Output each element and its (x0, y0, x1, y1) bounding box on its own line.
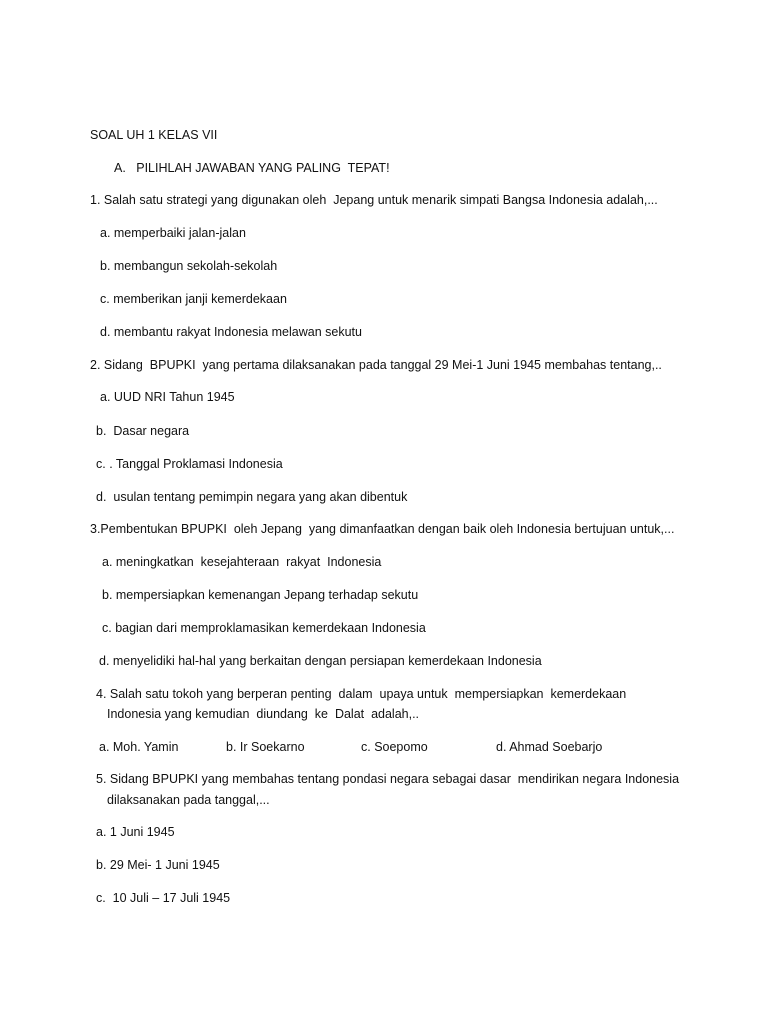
document-title: SOAL UH 1 KELAS VII (90, 128, 218, 142)
document-page (0, 56, 768, 905)
q4-option-b: b. Ir Soekarno (226, 740, 305, 754)
q1-option-b: b. membangun sekolah-sekolah (100, 259, 278, 273)
q5-option-b: b. 29 Mei- 1 Juni 1945 (96, 858, 220, 872)
q5-option-c: c. 10 Juli – 17 Juli 1945 (96, 891, 231, 905)
q2-option-c: c. . Tanggal Proklamasi Indonesia (96, 457, 283, 471)
q4-option-c: c. Soepomo (361, 740, 428, 754)
q1-option-c: c. memberikan janji kemerdekaan (100, 292, 287, 306)
q3-option-b: b. mempersiapkan kemenangan Jepang terhadap sekutu (102, 588, 419, 602)
section-heading: A. PILIHLAH JAWABAN YANG PALING TEPAT! (114, 161, 390, 175)
q2-option-b: b. Dasar negara (96, 424, 190, 438)
q1-option-d: d. membantu rakyat Indonesia melawan sekutu (100, 325, 362, 339)
question-4-line-1: 4. Salah satu tokoh yang berperan penting dalam upaya untuk mempersiapkan kemerdekaan (96, 687, 627, 701)
q1-option-a: a. memperbaiki jalan-jalan (100, 226, 246, 240)
question-4-line-2: Indonesia yang kemudian diundang ke Dalat adalah,.. (107, 707, 420, 721)
question-1: 1. Salah satu strategi yang digunakan oleh Jepang untuk menarik simpati Bangsa Indonesia adalah,... (90, 193, 658, 207)
q3-option-d: d. menyelidiki hal-hal yang berkaitan dengan persiapan kemerdekaan Indonesia (99, 654, 542, 668)
question-5-line-2: dilaksanakan pada tanggal,... (107, 793, 270, 807)
q2-option-a: a. UUD NRI Tahun 1945 (100, 390, 235, 404)
question-2: 2. Sidang BPUPKI yang pertama dilaksanakan pada tanggal 29 Mei-1 Juni 1945 membahas tentang,.. (90, 358, 662, 372)
q2-option-d: d. usulan tentang pemimpin negara yang akan dibentuk (96, 490, 408, 504)
q5-option-a: a. 1 Juni 1945 (96, 825, 175, 839)
question-5-line-1: 5. Sidang BPUPKI yang membahas tentang pondasi negara sebagai dasar mendirikan negara Indonesia (96, 772, 680, 786)
q4-option-d: d. Ahmad Soebarjo (496, 740, 603, 754)
q3-option-a: a. meningkatkan kesejahteraan rakyat Indonesia (102, 555, 382, 569)
q3-option-c: c. bagian dari memproklamasikan kemerdekaan Indonesia (102, 621, 426, 635)
q4-option-a: a. Moh. Yamin (99, 740, 179, 754)
question-3: 3.Pembentukan BPUPKI oleh Jepang yang dimanfaatkan dengan baik oleh Indonesia bertujuan untuk,... (90, 522, 675, 536)
